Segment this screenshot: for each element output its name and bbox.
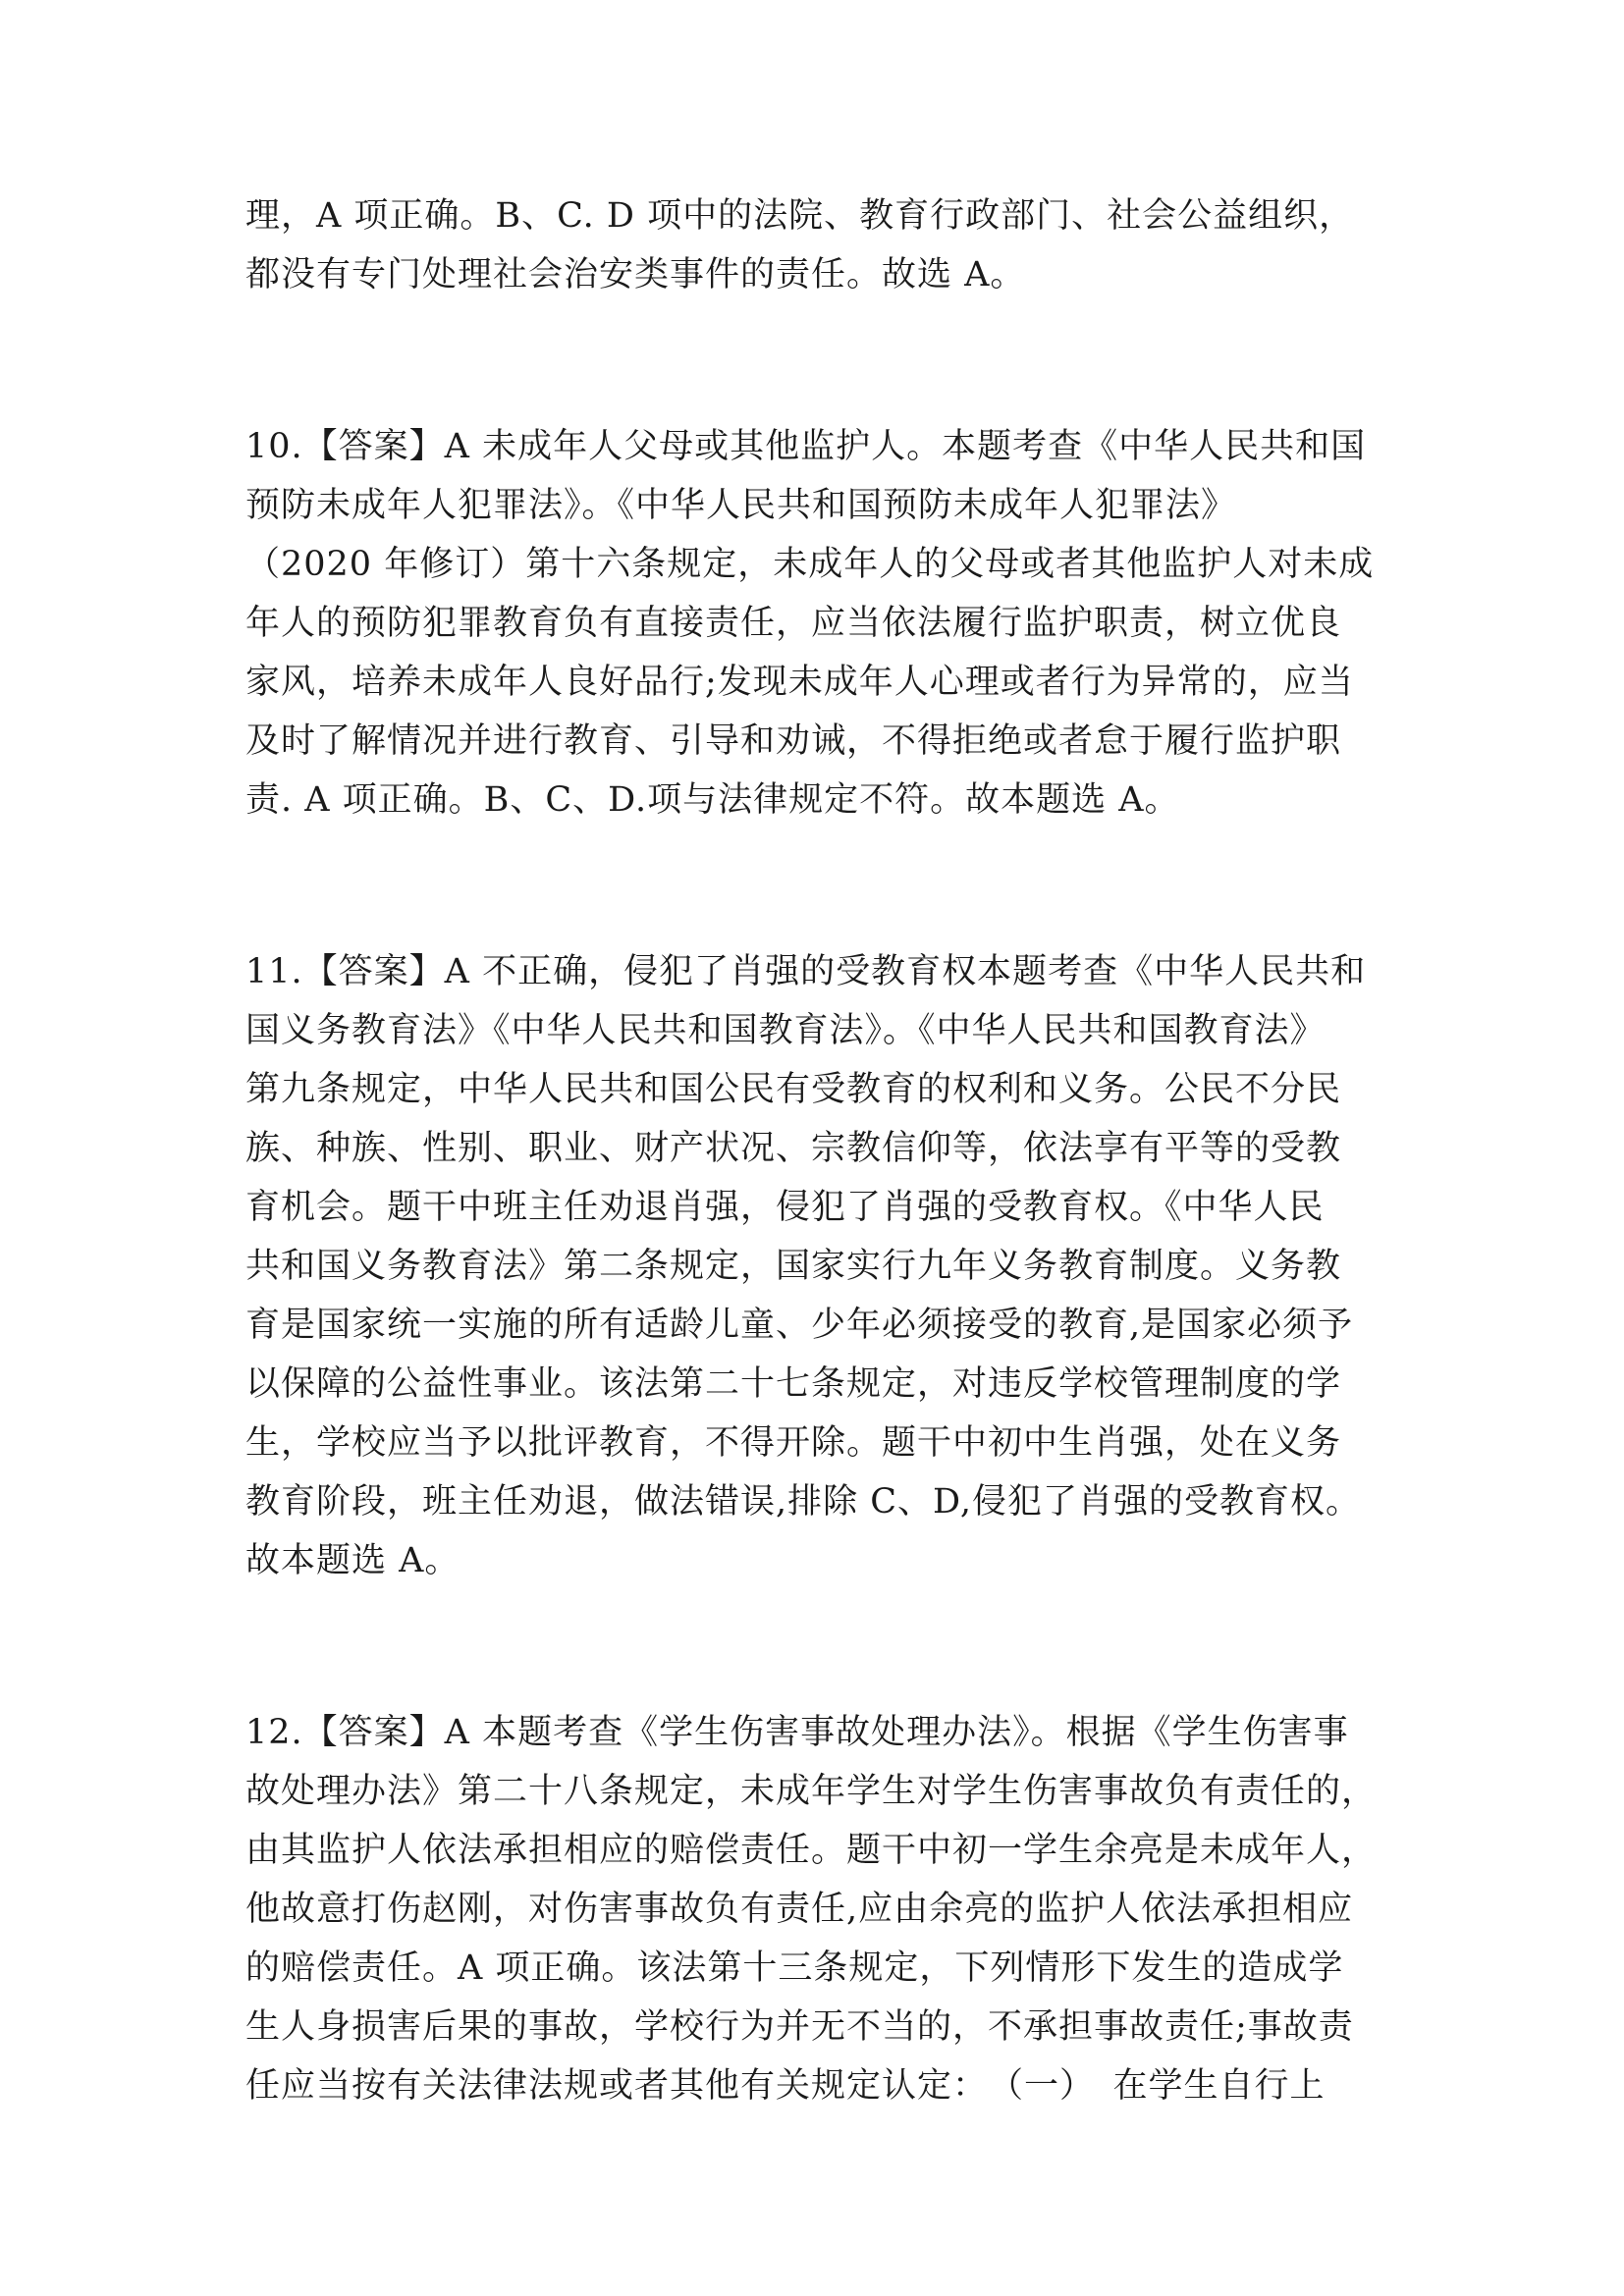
text-line: 以保障的公益性事业。该法第二十七条规定，对违反学校管理制度的学: [245, 1364, 1342, 1404]
text-line: 10.【答案】A 未成年人父母或其他监护人。本题考查《中华人民共和国: [245, 427, 1367, 466]
text-line: 育是国家统一实施的所有适龄儿童、少年必须接受的教育,是国家必须予: [245, 1306, 1354, 1345]
text-line: 族、种族、性别、职业、财产状况、宗教信仰等，依法享有平等的受教: [245, 1129, 1342, 1168]
paragraph-gap: [245, 304, 1404, 417]
text-line: 故处理办法》第二十八条规定，未成年学生对学生伤害事故负有责任的，: [245, 1772, 1378, 1811]
text-line: 他故意打伤赵刚，对伤害事故负有责任,应由余亮的监护人依法承担相应: [245, 1890, 1354, 1929]
text-line: 教育阶段，班主任劝退，做法错误,排除 C、D,侵犯了肖强的受教育权。: [245, 1482, 1361, 1522]
text-line: 生人身损害后果的事故，学校行为并无不当的，不承担事故责任;事故责: [245, 2007, 1354, 2047]
text-line: 家风，培养未成年人良好品行;发现未成年人心理或者行为异常的，应当: [245, 663, 1354, 702]
paragraph-gap: [245, 829, 1404, 942]
text-line: 故本题选 A。: [245, 1541, 460, 1580]
document-page: [245, 187, 1404, 2115]
text-line: 都没有专门处理社会治安类事件的责任。故选 A。: [245, 255, 1026, 294]
paragraph-gap: [245, 1590, 1404, 1703]
text-line: 育机会。题干中班主任劝退肖强，侵犯了肖强的受教育权。《中华人民: [245, 1188, 1325, 1227]
text-line: （2020 年修订）第十六条规定，未成年人的父母或者其他监护人对未成: [245, 545, 1375, 584]
text-line: 理，A 项正确。B、C. D 项中的法院、教育行政部门、社会公益组织，: [245, 196, 1355, 236]
text-line: 的赔偿责任。A 项正确。该法第十三条规定，下列情形下发生的造成学: [245, 1949, 1344, 1988]
text-line: 12.【答案】A 本题考查《学生伤害事故处理办法》。根据《学生伤害事: [245, 1713, 1349, 1752]
text-line: 11.【答案】A 不正确，侵犯了肖强的受教育权本题考查《中华人民共和: [245, 952, 1367, 991]
text-line: 共和国义务教育法》第二条规定，国家实行九年义务教育制度。义务教: [245, 1247, 1342, 1286]
paragraph-continued: [245, 187, 1404, 304]
text-line: 生，学校应当予以批评教育，不得开除。题干中初中生肖强，处在义务: [245, 1423, 1342, 1463]
text-line: 年人的预防犯罪教育负有直接责任，应当依法履行监护职责，树立优良: [245, 604, 1342, 643]
answer-12: [245, 1703, 1404, 2115]
text-line: 国义务教育法》《中华人民共和国教育法》。《中华人民共和国教育法》: [245, 1011, 1326, 1050]
text-line: 及时了解情况并进行教育、引导和劝诫，不得拒绝或者怠于履行监护职: [245, 721, 1342, 761]
text-line: 由其监护人依法承担相应的赔偿责任。题干中初一学生余亮是未成年人，: [245, 1831, 1378, 1870]
text-line: 预防未成年人犯罪法》。《中华人民共和国预防未成年人犯罪法》: [245, 486, 1237, 525]
answer-11: [245, 942, 1404, 1590]
text-line: 责. A 项正确。B、C、D.项与法律规定不符。故本题选 A。: [245, 780, 1180, 820]
text-line: 任应当按有关法律法规或者其他有关规定认定： （一） 在学生自行上: [245, 2066, 1326, 2106]
answer-10: [245, 417, 1404, 829]
text-line: 第九条规定，中华人民共和国公民有受教育的权利和义务。公民不分民: [245, 1070, 1342, 1109]
